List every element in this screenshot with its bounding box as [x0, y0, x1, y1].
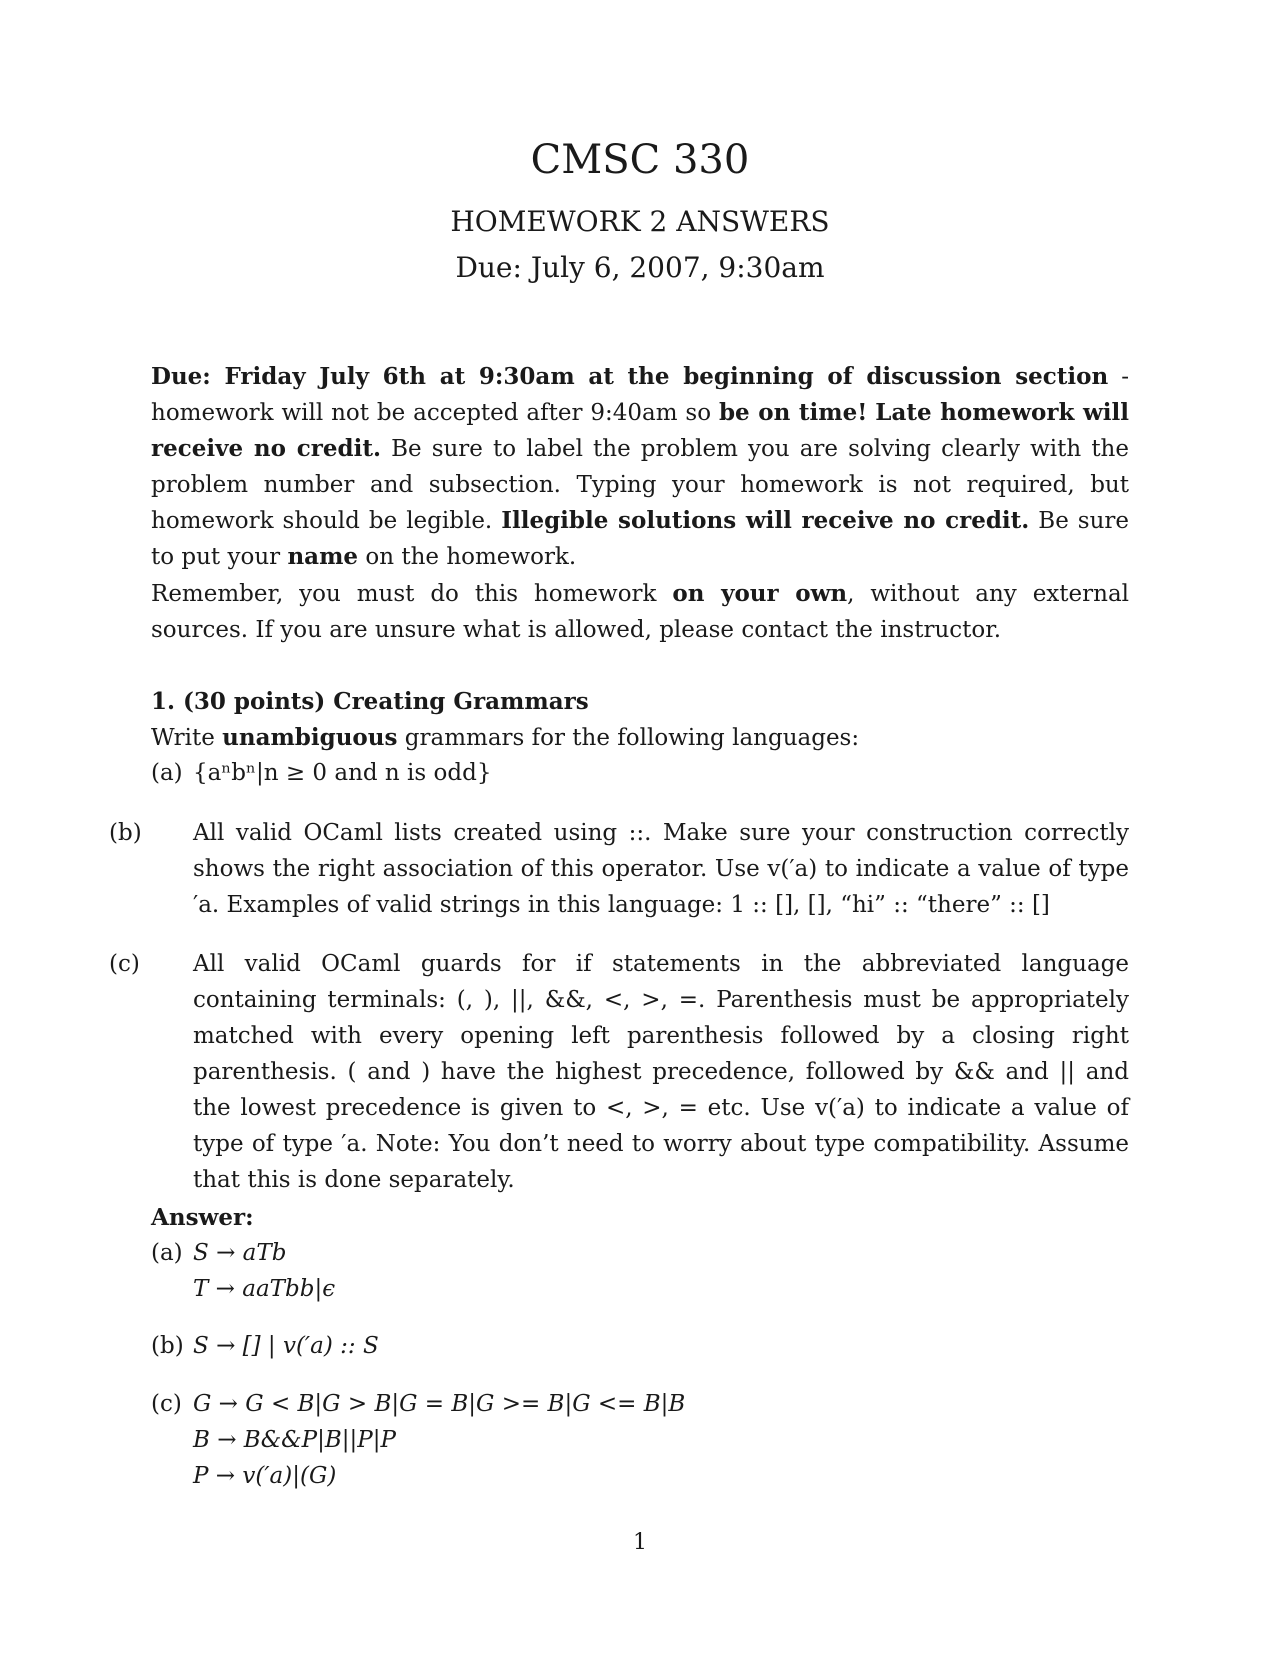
own-text: on your own — [672, 580, 848, 607]
subquestion-b-text: All valid OCaml lists created using ::. Make sure your construction correctly shows the right association of this operator. Use v(′a) to indicate a value of type ′a. Examples of valid strings in this language: 1 :: [], [], “hi” :: “there” :: [] — [193, 820, 1129, 918]
name-text: name — [287, 543, 359, 570]
answer-c-line-1 — [151, 1391, 685, 1417]
question-prompt — [151, 724, 859, 751]
instructions-text-5: on the homework. — [358, 544, 577, 570]
subquestion-b — [109, 815, 1129, 923]
answer-b-label: (b) — [151, 1333, 184, 1359]
subquestion-c — [109, 946, 1129, 1198]
prompt-post: grammars for the following languages: — [397, 725, 860, 751]
course-title: CMSC 330 — [530, 137, 750, 183]
answer-heading: Answer: — [151, 1204, 254, 1231]
subquestion-c-label: (c) — [109, 951, 140, 977]
answer-b-rule-1: S → [] | v(′a) :: S — [193, 1333, 379, 1359]
answer-c-line-3 — [151, 1463, 336, 1489]
on-time-text: be on time! — [718, 399, 868, 426]
answer-a-rule-2: T → aaTbb|ϵ — [193, 1276, 336, 1302]
answer-b-line-1 — [151, 1333, 379, 1359]
answer-c-rule-1: G → G < B|G > B|G = B|G >= B|G <= B|B — [193, 1391, 686, 1417]
answer-c-rule-3: P → v(′a)|(G) — [193, 1463, 337, 1489]
subquestion-b-label: (b) — [109, 820, 142, 846]
illegible-policy-text: Illegible solutions will receive no credit. — [501, 507, 1030, 534]
due-date: Due: July 6, 2007, 9:30am — [455, 251, 825, 284]
instructions-paragraph — [151, 359, 1129, 575]
assignment-title: HOMEWORK 2 ANSWERS — [450, 205, 830, 238]
page-number: 1 — [633, 1530, 647, 1555]
answer-a-line-2 — [151, 1276, 335, 1302]
late-policy-text: Late homework will receive no credit. — [151, 399, 1130, 462]
subquestion-a — [151, 760, 491, 786]
prompt-pre: Write — [151, 725, 223, 751]
answer-c-line-2 — [151, 1427, 396, 1453]
instructions-text-4: Be sure to put your — [151, 508, 1130, 570]
answer-c-rule-2: B → B&&P|B||P|P — [193, 1427, 396, 1453]
due-bold-text: Due: Friday July 6th at 9:30am at the beginning of discussion section — [151, 363, 1109, 390]
reminder-paragraph — [151, 576, 1129, 648]
subquestion-c-text: All valid OCaml guards for if statements in the abbreviated language containing terminals: (, ), ||, &&, <, >, =. Parenthesis must be appropriately matched with every opening left parenthesis followed by a closing right parenthesis. ( and ) have the highest precedence, followed by && and || and the lowest precedence is given to <, >, = etc. Use v(′a) to indicate a value of type of type ′a. Note: You don’t need to worry about type compatibility. Assume that this is done separately. — [193, 951, 1129, 1193]
answer-a-line-1 — [151, 1240, 286, 1266]
reminder-text-2: , without any external sources. If you are unsure what is allowed, please contact the instructor. — [151, 581, 1130, 643]
subquestion-a-label: (a) — [151, 760, 183, 786]
reminder-text-1: Remember, you must do this homework — [151, 581, 673, 607]
instructions-text-1: - homework will not be accepted after 9:40am so — [151, 364, 1129, 426]
answer-c-label: (c) — [151, 1391, 182, 1417]
answer-a-rule-1: S → aTb — [193, 1240, 287, 1266]
question-heading: 1. (30 points) Creating Grammars — [151, 688, 589, 715]
subquestion-a-text: {aⁿbⁿ|n ≥ 0 and n is odd} — [193, 760, 492, 786]
answer-a-label: (a) — [151, 1240, 183, 1266]
instructions-text-3: Be sure to label the problem you are solving clearly with the problem number and subsection. Typing your homework is not required, but homework should be legible. — [151, 436, 1129, 534]
prompt-bold: unambiguous — [222, 724, 398, 751]
